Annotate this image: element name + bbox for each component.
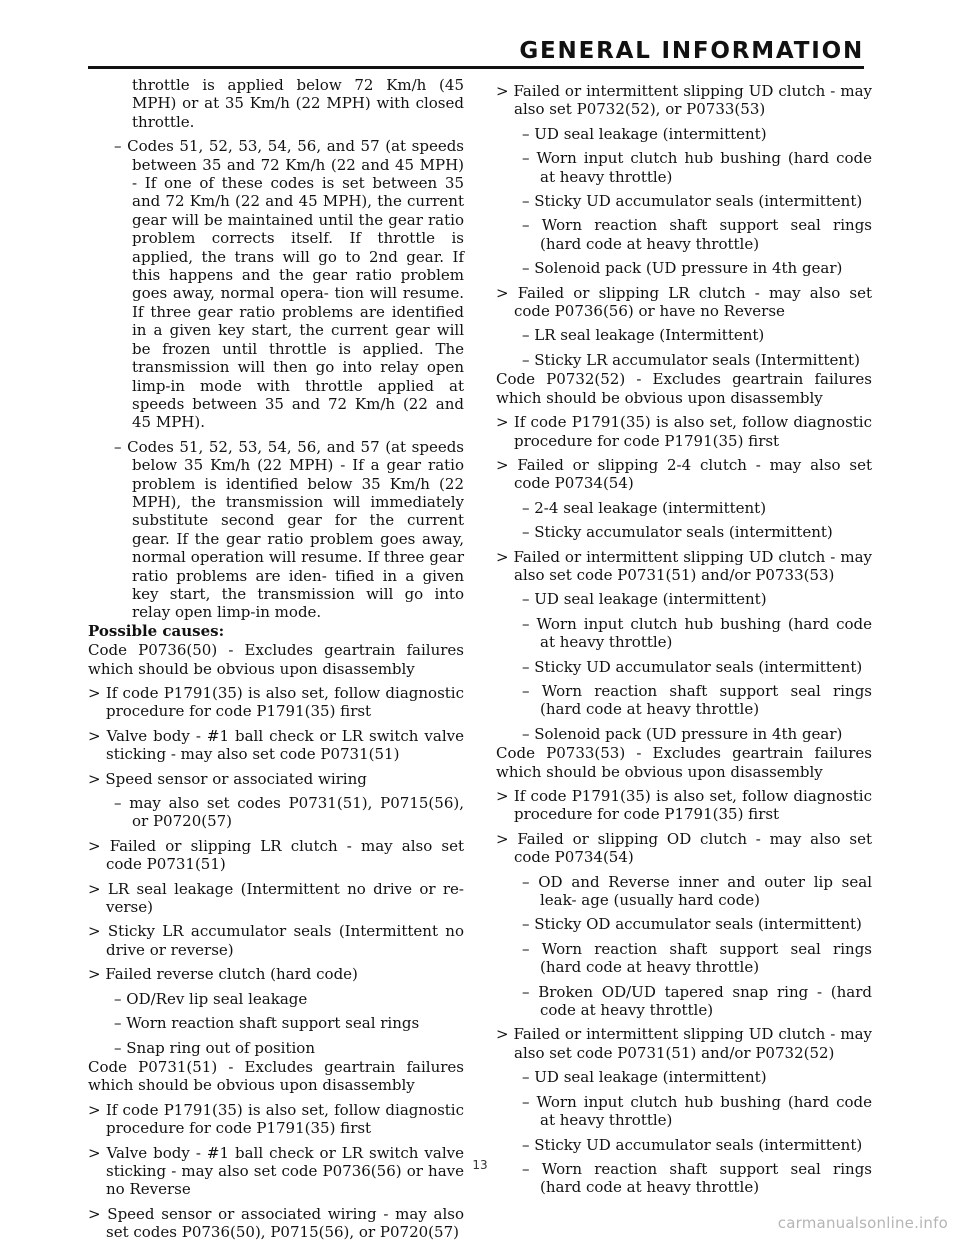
- sub-bullet-item: – Snap ring out of position: [114, 1038, 315, 1057]
- sub-bullet-item: – Broken OD/UD tapered snap ring - (hard code at heavy throttle): [522, 982, 872, 1020]
- sub-bullet-item: – Solenoid pack (UD pressure in 4th gear): [522, 259, 843, 278]
- sub-bullet-item: – UD seal leakage (intermittent): [522, 590, 767, 609]
- bullet-item: > Sticky LR accumulator seals (Intermittent no drive or reverse): [88, 922, 464, 959]
- sub-bullet-item: – Sticky OD accumulator seals (intermittent): [522, 915, 862, 934]
- left-column: [88, 76, 464, 1242]
- watermark[interactable]: carmanualsonline.info: [777, 1214, 948, 1232]
- bullet-item: > Failed or intermittent slipping UD clutch - may also set code P0731(51) and/or P0733(53): [496, 547, 872, 584]
- sub-bullet-item: – UD seal leakage (intermittent): [522, 1068, 767, 1087]
- continued-text: throttle is applied below 72 Km/h (45 MPH) or at 35 Km/h (22 MPH) with closed throttle.: [132, 76, 464, 131]
- paragraph: Code P0732(52) - Excludes geartrain failures which should be obvious upon disassembly: [496, 370, 872, 407]
- sub-bullet-item: – Sticky LR accumulator seals (Intermittent): [522, 350, 860, 369]
- sub-bullet-item: – Worn reaction shaft support seal rings (hard code at heavy throttle): [522, 939, 872, 977]
- bullet-item: > Valve body - #1 ball check or LR switch valve sticking - may also set code P0736(56) or have no Reverse: [88, 1143, 464, 1199]
- sub-bullet-item: – LR seal leakage (Intermittent): [522, 326, 765, 345]
- sub-bullet-item: – Worn input clutch hub bushing (hard code at heavy throttle): [522, 614, 872, 652]
- sub-bullet-item: – Worn input clutch hub bushing (hard code at heavy throttle): [522, 1092, 872, 1130]
- paragraph: Code P0731(51) - Excludes geartrain failures which should be obvious upon disassembly: [88, 1057, 464, 1095]
- sub-bullet-item: – Worn reaction shaft support seal rings (hard code at heavy throttle): [522, 216, 872, 253]
- sub-bullet-item: – Sticky accumulator seals (intermittent): [522, 523, 833, 542]
- bullet-item: > If code P1791(35) is also set, follow diagnostic procedure for code P1791(35) first: [496, 787, 872, 824]
- sub-bullet-item: – Worn input clutch hub bushing (hard code at heavy throttle): [522, 149, 872, 186]
- sub-bullet-item: – Sticky UD accumulator seals (intermittent): [522, 192, 863, 211]
- page-number: 13: [472, 1158, 488, 1172]
- bullet-item: > If code P1791(35) is also set, follow diagnostic procedure for code P1791(35) first: [88, 684, 464, 721]
- sub-bullet-item: – may also set codes P0731(51), P0715(56), or P0720(57): [114, 794, 464, 831]
- bullet-item: > If code P1791(35) is also set, follow diagnostic procedure for code P1791(35) first: [496, 413, 872, 450]
- page-header-title: GENERAL INFORMATION: [519, 38, 864, 64]
- sub-bullet-item: – Solenoid pack (UD pressure in 4th gear): [522, 724, 843, 743]
- bullet-item: > Speed sensor or associated wiring - may also set codes P0736(50), P0715(56), or P0720(57): [88, 1204, 464, 1242]
- bullet-item: > LR seal leakage (Intermittent no drive or re- verse): [88, 879, 464, 917]
- sub-bullet-item: – Codes 51, 52, 53, 54, 56, and 57 (at speeds between 35 and 72 Km/h (22 and 45 MPH) - If one of these codes is set between 35 and 72 Km/h (22 and 45 MPH), the current gear will be maintained until the gear ratio problem corrects itself. If throttle is applied, the trans will go to 2nd gear. If this happens and the gear ratio problem goes away, normal opera- tion will resume. If three gear ratio problems are identified in a given key start, the current gear will be frozen until throttle is applied. The transmission will then go into relay open limp-in mode with throttle applied at speeds between 35 and 72 Km/h (22 and 45 MPH).: [114, 137, 464, 432]
- sub-bullet-item: – OD and Reverse inner and outer lip seal leak- age (usually hard code): [522, 872, 872, 910]
- paragraph: Code P0736(50) - Excludes geartrain failures which should be obvious upon disassembly: [88, 641, 464, 678]
- bullet-item: > Failed or slipping LR clutch - may also set code P0731(51): [88, 836, 464, 874]
- bullet-item: > Failed or intermittent slipping UD clutch - may also set code P0731(51) and/or P0732(52): [496, 1025, 872, 1062]
- section-heading: Possible causes:: [88, 621, 225, 640]
- header-rule: [88, 66, 864, 69]
- bullet-item: > Failed or slipping 2-4 clutch - may also set code P0734(54): [496, 455, 872, 493]
- sub-bullet-item: – Codes 51, 52, 53, 54, 56, and 57 (at speeds below 35 Km/h (22 MPH) - If a gear ratio problem is identified below 35 Km/h (22 MPH), the transmission will immediately substitute second gear for the current gear. If the gear ratio problem goes away, normal operation will resume. If three gear ratio problems are iden- tified in a given key start, the transmission will go into relay open limp-in mode.: [114, 437, 464, 622]
- bullet-item: > Failed or intermittent slipping UD clutch - may also set P0732(52), or P0733(53): [496, 82, 872, 119]
- bullet-item: > Speed sensor or associated wiring: [88, 769, 367, 788]
- bullet-item: > Failed or slipping OD clutch - may also set code P0734(54): [496, 829, 872, 867]
- sub-bullet-item: – Sticky UD accumulator seals (intermittent): [522, 657, 863, 676]
- right-column: [496, 76, 872, 1197]
- sub-bullet-item: – Worn reaction shaft support seal rings (hard code at heavy throttle): [522, 1159, 872, 1197]
- sub-bullet-item: – UD seal leakage (intermittent): [522, 124, 767, 143]
- sub-bullet-item: – Worn reaction shaft support seal rings (hard code at heavy throttle): [522, 681, 872, 719]
- sub-bullet-item: – Sticky UD accumulator seals (intermittent): [522, 1135, 863, 1154]
- sub-bullet-item: – Worn reaction shaft support seal rings: [114, 1014, 420, 1033]
- sub-bullet-item: – OD/Rev lip seal leakage: [114, 989, 308, 1008]
- sub-bullet-item: – 2-4 seal leakage (intermittent): [522, 498, 767, 517]
- bullet-item: > Failed or slipping LR clutch - may also set code P0736(56) or have no Reverse: [496, 283, 872, 321]
- paragraph: Code P0733(53) - Excludes geartrain failures which should be obvious upon disassembly: [496, 744, 872, 781]
- bullet-item: > Valve body - #1 ball check or LR switch valve sticking - may also set code P0731(51): [88, 726, 464, 764]
- bullet-item: > Failed reverse clutch (hard code): [88, 965, 358, 984]
- bullet-item: > If code P1791(35) is also set, follow diagnostic procedure for code P1791(35) first: [88, 1100, 464, 1138]
